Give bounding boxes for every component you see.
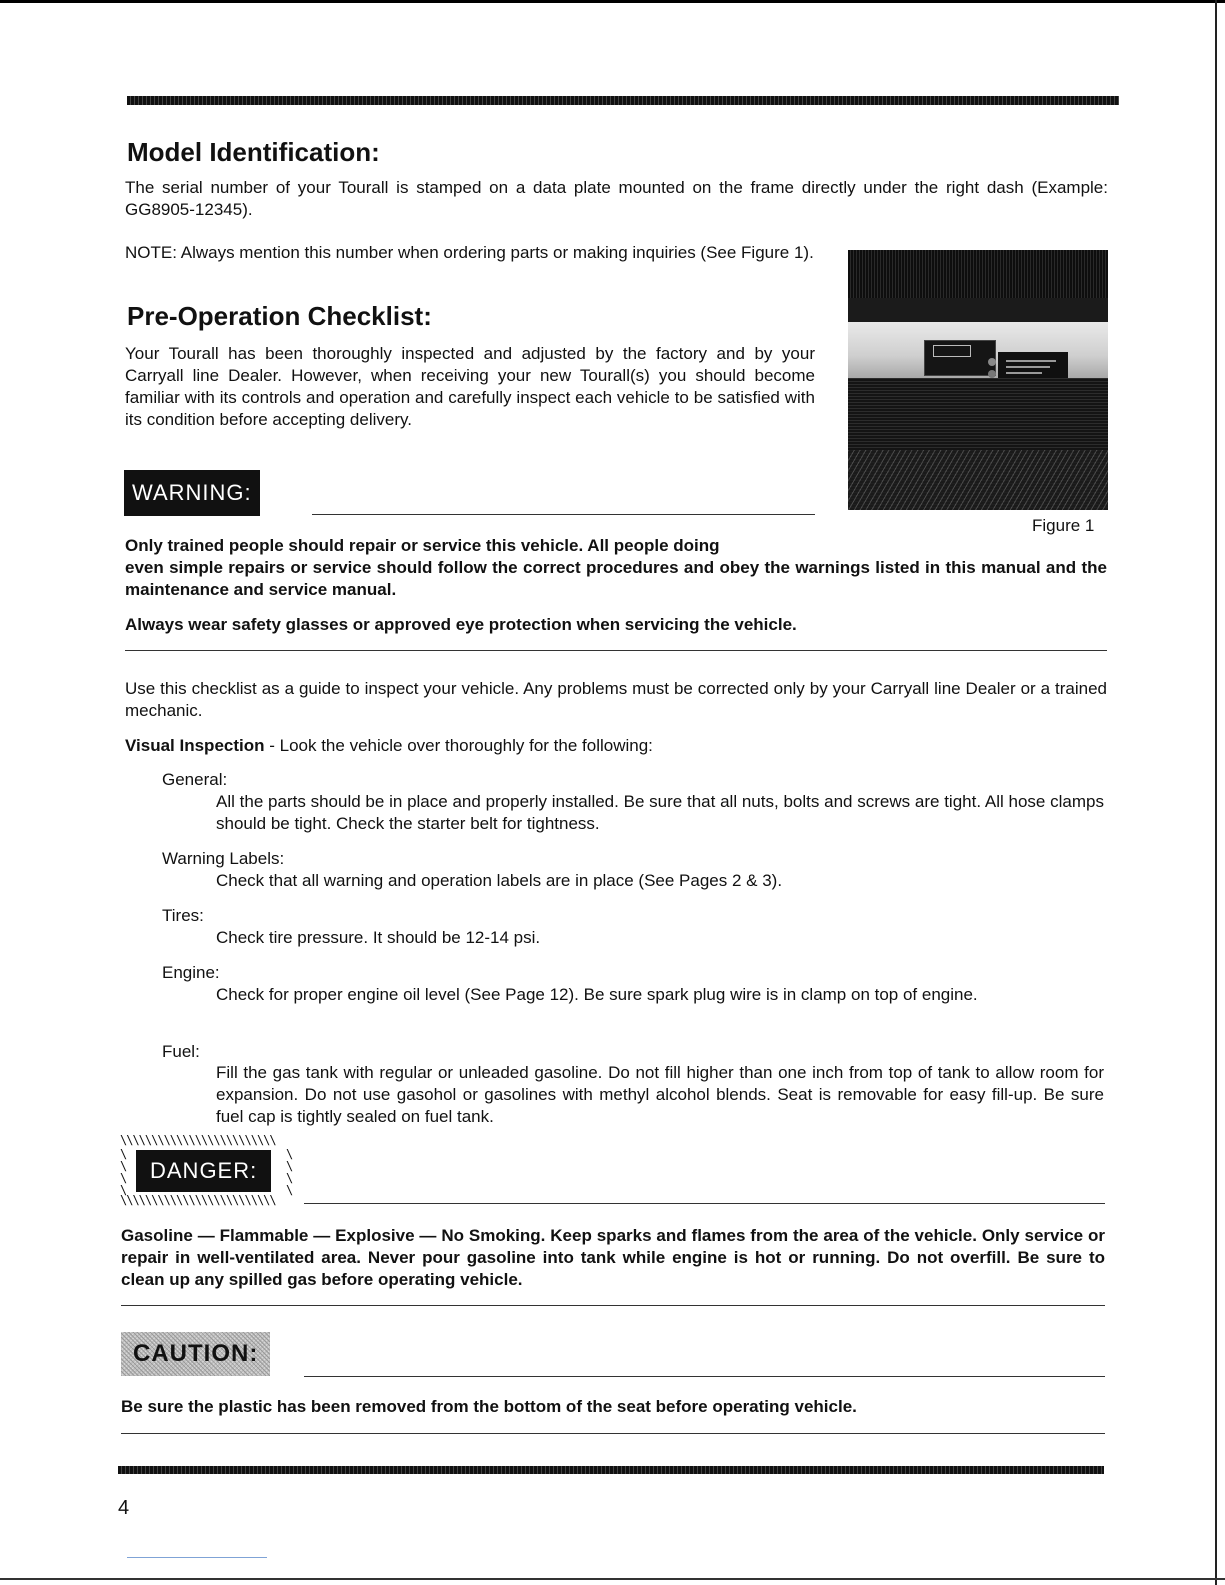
pre-operation-intro: Your Tourall has been thoroughly inspected and adjusted by the factory and by your Carryall line Dealer. However, when receiving your new Tourall(s) you should become familiar with its controls and operation and carefully inspect each vehicle to be satisfied with its condition before accepting delivery. — [125, 344, 815, 429]
caution-text: Be sure the plastic has been removed from the bottom of the seat before operating vehicle. — [121, 1397, 857, 1416]
checklist-item-title: Fuel: — [162, 1042, 200, 1061]
safety-glasses-text: Always wear safety glasses or approved eye protection when servicing the vehicle. — [125, 615, 797, 634]
visual-inspection-label: Visual Inspection — [125, 736, 265, 755]
checklist-item-title: Engine: — [162, 963, 220, 982]
warning-text-line1: Only trained people should repair or service this vehicle. All people doing — [125, 536, 720, 555]
header-bar — [127, 96, 1119, 105]
danger-end-rule — [121, 1305, 1105, 1306]
note-paragraph: NOTE: Always mention this number when ordering parts or making inquiries (See Figure 1). — [125, 243, 814, 262]
danger-label: DANGER: — [136, 1150, 271, 1192]
visual-inspection-text: - Look the vehicle over thoroughly for the following: — [264, 736, 653, 755]
photo-dark-band — [848, 250, 1108, 298]
warning-end-rule — [125, 650, 1107, 651]
caution-label-rule — [304, 1376, 1105, 1377]
page-bottom-border — [0, 1578, 1225, 1580]
danger-hatch-right: \ \ \ \ — [286, 1147, 293, 1197]
checklist-item-text: Check that all warning and operation labels are in place (See Pages 2 & 3). — [216, 871, 783, 890]
pre-operation-heading: Pre-Operation Checklist: — [127, 301, 432, 331]
figure-caption: Figure 1 — [1032, 516, 1095, 535]
page-right-border — [1215, 0, 1217, 1585]
screw-icon — [988, 370, 996, 378]
danger-hatch-bottom: \\\\\\\\\\\\\\\\\\\\\\\\\ — [120, 1193, 276, 1207]
danger-hatch-top: \\\\\\\\\\\\\\\\\\\\\\\\\ — [120, 1133, 276, 1147]
checklist-item-text: Check tire pressure. It should be 12-14 psi. — [216, 928, 541, 947]
checklist-intro: Use this checklist as a guide to inspect your vehicle. Any problems must be corrected only by your Carryall line Dealer or a trained mechanic. — [125, 679, 1107, 720]
checklist-item-text: Fill the gas tank with regular or unleaded gasoline. Do not fill higher than one inch from top of tank to allow room for expansion. Do not use gasohol or gasolines with methyl alcohol blends. Seat is removable for easy fill-up. Be sure fuel cap is tightly sealed on fuel tank. — [216, 1063, 1104, 1126]
data-plate-photo — [848, 250, 1108, 510]
warning-label-rule — [312, 514, 815, 515]
caution-end-rule — [121, 1433, 1105, 1434]
danger-hatch-left: \ \ \ \ — [120, 1147, 127, 1197]
page-number: 4 — [118, 1497, 130, 1519]
page-top-border — [0, 0, 1225, 3]
brand-plate — [924, 340, 996, 376]
screw-icon — [988, 358, 996, 366]
serial-number-paragraph: The serial number of your Tourall is stamped on a data plate mounted on the frame directly under the right dash (Example: GG8905-12345). — [125, 178, 1108, 219]
checklist-item-title: Warning Labels: — [162, 849, 285, 868]
footer-bar — [118, 1466, 1104, 1474]
checklist-item-text: Check for proper engine oil level (See Page 12). Be sure spark plug wire is in clamp on top of engine. — [216, 985, 978, 1004]
warning-label: WARNING: — [124, 470, 260, 516]
danger-label-rule — [304, 1203, 1105, 1204]
danger-text: Gasoline — Flammable — Explosive — No Smoking. Keep sparks and flames from the area of the vehicle. Only service or repair in well-ventilated area. Never pour gasoline into tank while engine is hot or running. Do not overfill. Be sure to clean up any spilled gas before operating vehicle. — [121, 1226, 1105, 1289]
checklist-item-title: Tires: — [162, 906, 204, 925]
checklist-item-title: General: — [162, 770, 228, 789]
checklist-item-text: All the parts should be in place and properly installed. Be sure that all nuts, bolts and screws are tight. All hose clamps should be tight. Check the starter belt for tightness. — [216, 792, 1104, 833]
footer-link-line — [127, 1557, 267, 1558]
warning-text: even simple repairs or service should follow the correct procedures and obey the warnings listed in this manual and the maintenance and service manual. — [125, 558, 1107, 599]
caution-label: CAUTION: — [121, 1332, 270, 1376]
model-identification-heading: Model Identification: — [127, 137, 380, 167]
visual-inspection-line — [125, 735, 1107, 757]
